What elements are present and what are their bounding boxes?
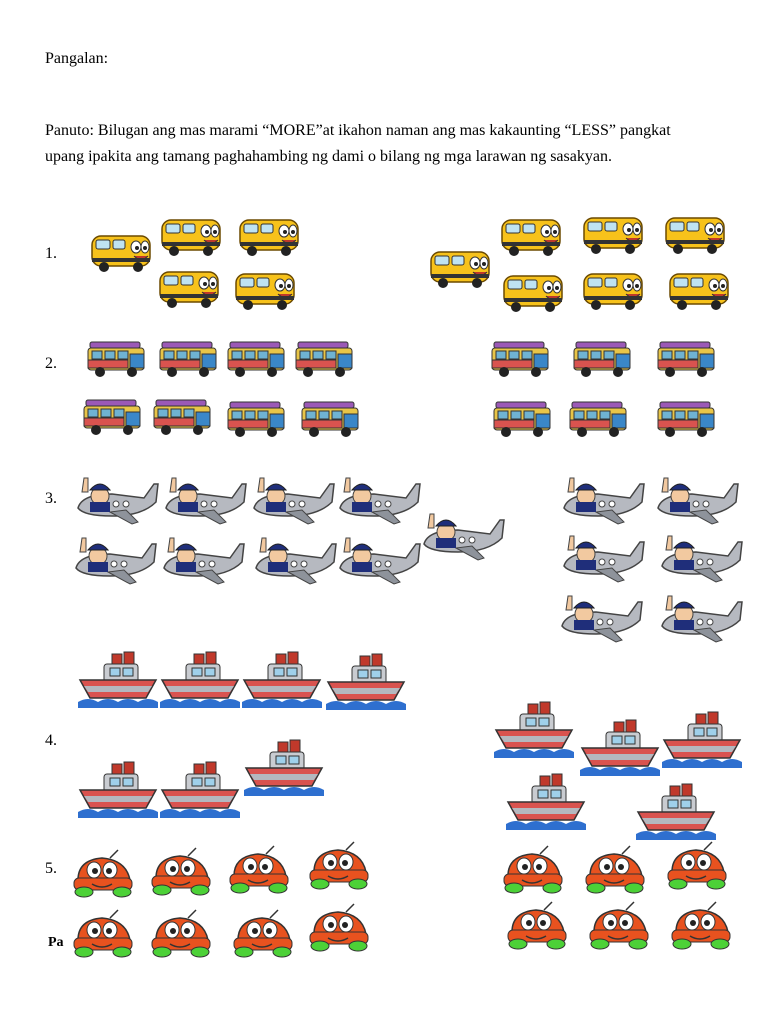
jeepney-icon bbox=[566, 398, 630, 440]
boat-icon bbox=[326, 652, 408, 714]
car-icon bbox=[226, 846, 292, 896]
item-number-4: 4. bbox=[45, 732, 57, 749]
airplane-icon bbox=[656, 530, 744, 586]
bus-icon bbox=[662, 210, 728, 256]
jeepney-icon bbox=[298, 398, 362, 440]
bus-icon bbox=[88, 228, 154, 274]
jeepney-icon bbox=[224, 398, 288, 440]
airplane-icon bbox=[158, 532, 246, 588]
airplane-icon bbox=[556, 590, 644, 646]
bus-icon bbox=[500, 268, 566, 314]
jeepney-icon bbox=[654, 398, 718, 440]
boat-icon bbox=[494, 700, 576, 762]
bus-icon bbox=[498, 212, 564, 258]
instructions: Panuto: Bilugan ang mas marami “MORE”at ikahon naman ang mas kakaunting “LESS” pangkat upang ipakita ang tamang paghahambing ng dami o bilang ng mga larawan ng sasakyan. bbox=[45, 122, 671, 165]
boat-icon bbox=[160, 760, 242, 822]
item-number-3: 3. bbox=[45, 490, 57, 507]
bus-icon bbox=[580, 266, 646, 312]
airplane-icon bbox=[160, 472, 248, 528]
airplane-icon bbox=[334, 532, 422, 588]
item-number-2: 2. bbox=[45, 355, 57, 372]
car-icon bbox=[668, 902, 734, 952]
bus-icon bbox=[232, 266, 298, 312]
item-number-1: 1. bbox=[45, 245, 57, 262]
airplane-icon bbox=[656, 590, 744, 646]
boat-icon bbox=[580, 718, 662, 780]
boat-icon bbox=[160, 650, 242, 712]
car-icon bbox=[70, 910, 136, 960]
bus-icon bbox=[236, 212, 302, 258]
jeepney-icon bbox=[570, 338, 634, 380]
name-label: Pangalan: bbox=[45, 50, 109, 67]
car-icon bbox=[500, 846, 566, 896]
airplane-icon bbox=[250, 532, 338, 588]
airplane-icon bbox=[558, 472, 646, 528]
boat-icon bbox=[506, 772, 588, 834]
car-icon bbox=[664, 842, 730, 892]
jeepney-icon bbox=[654, 338, 718, 380]
footer-partial-text: Pa bbox=[48, 935, 64, 950]
airplane-icon bbox=[334, 472, 422, 528]
car-icon bbox=[586, 902, 652, 952]
car-icon bbox=[582, 846, 648, 896]
item-number-5: 5. bbox=[45, 860, 57, 877]
bus-icon bbox=[427, 244, 493, 290]
car-icon bbox=[148, 910, 214, 960]
car-icon bbox=[230, 910, 296, 960]
bus-icon bbox=[158, 212, 224, 258]
boat-icon bbox=[662, 710, 744, 772]
jeepney-icon bbox=[292, 338, 356, 380]
jeepney-icon bbox=[490, 398, 554, 440]
jeepney-icon bbox=[80, 396, 144, 438]
boat-icon bbox=[78, 650, 160, 712]
jeepney-icon bbox=[224, 338, 288, 380]
boat-icon bbox=[78, 760, 160, 822]
car-icon bbox=[504, 902, 570, 952]
bus-icon bbox=[156, 264, 222, 310]
car-icon bbox=[306, 904, 372, 954]
jeepney-icon bbox=[84, 338, 148, 380]
boat-icon bbox=[636, 782, 718, 844]
airplane-icon bbox=[70, 532, 158, 588]
airplane-icon bbox=[652, 472, 740, 528]
car-icon bbox=[148, 848, 214, 898]
car-icon bbox=[306, 842, 372, 892]
airplane-icon bbox=[558, 530, 646, 586]
jeepney-icon bbox=[156, 338, 220, 380]
boat-icon bbox=[244, 738, 326, 800]
jeepney-icon bbox=[150, 396, 214, 438]
airplane-icon bbox=[72, 472, 160, 528]
airplane-icon bbox=[418, 508, 506, 564]
boat-icon bbox=[242, 650, 324, 712]
jeepney-icon bbox=[488, 338, 552, 380]
car-icon bbox=[70, 850, 136, 900]
bus-icon bbox=[580, 210, 646, 256]
airplane-icon bbox=[248, 472, 336, 528]
bus-icon bbox=[666, 266, 732, 312]
